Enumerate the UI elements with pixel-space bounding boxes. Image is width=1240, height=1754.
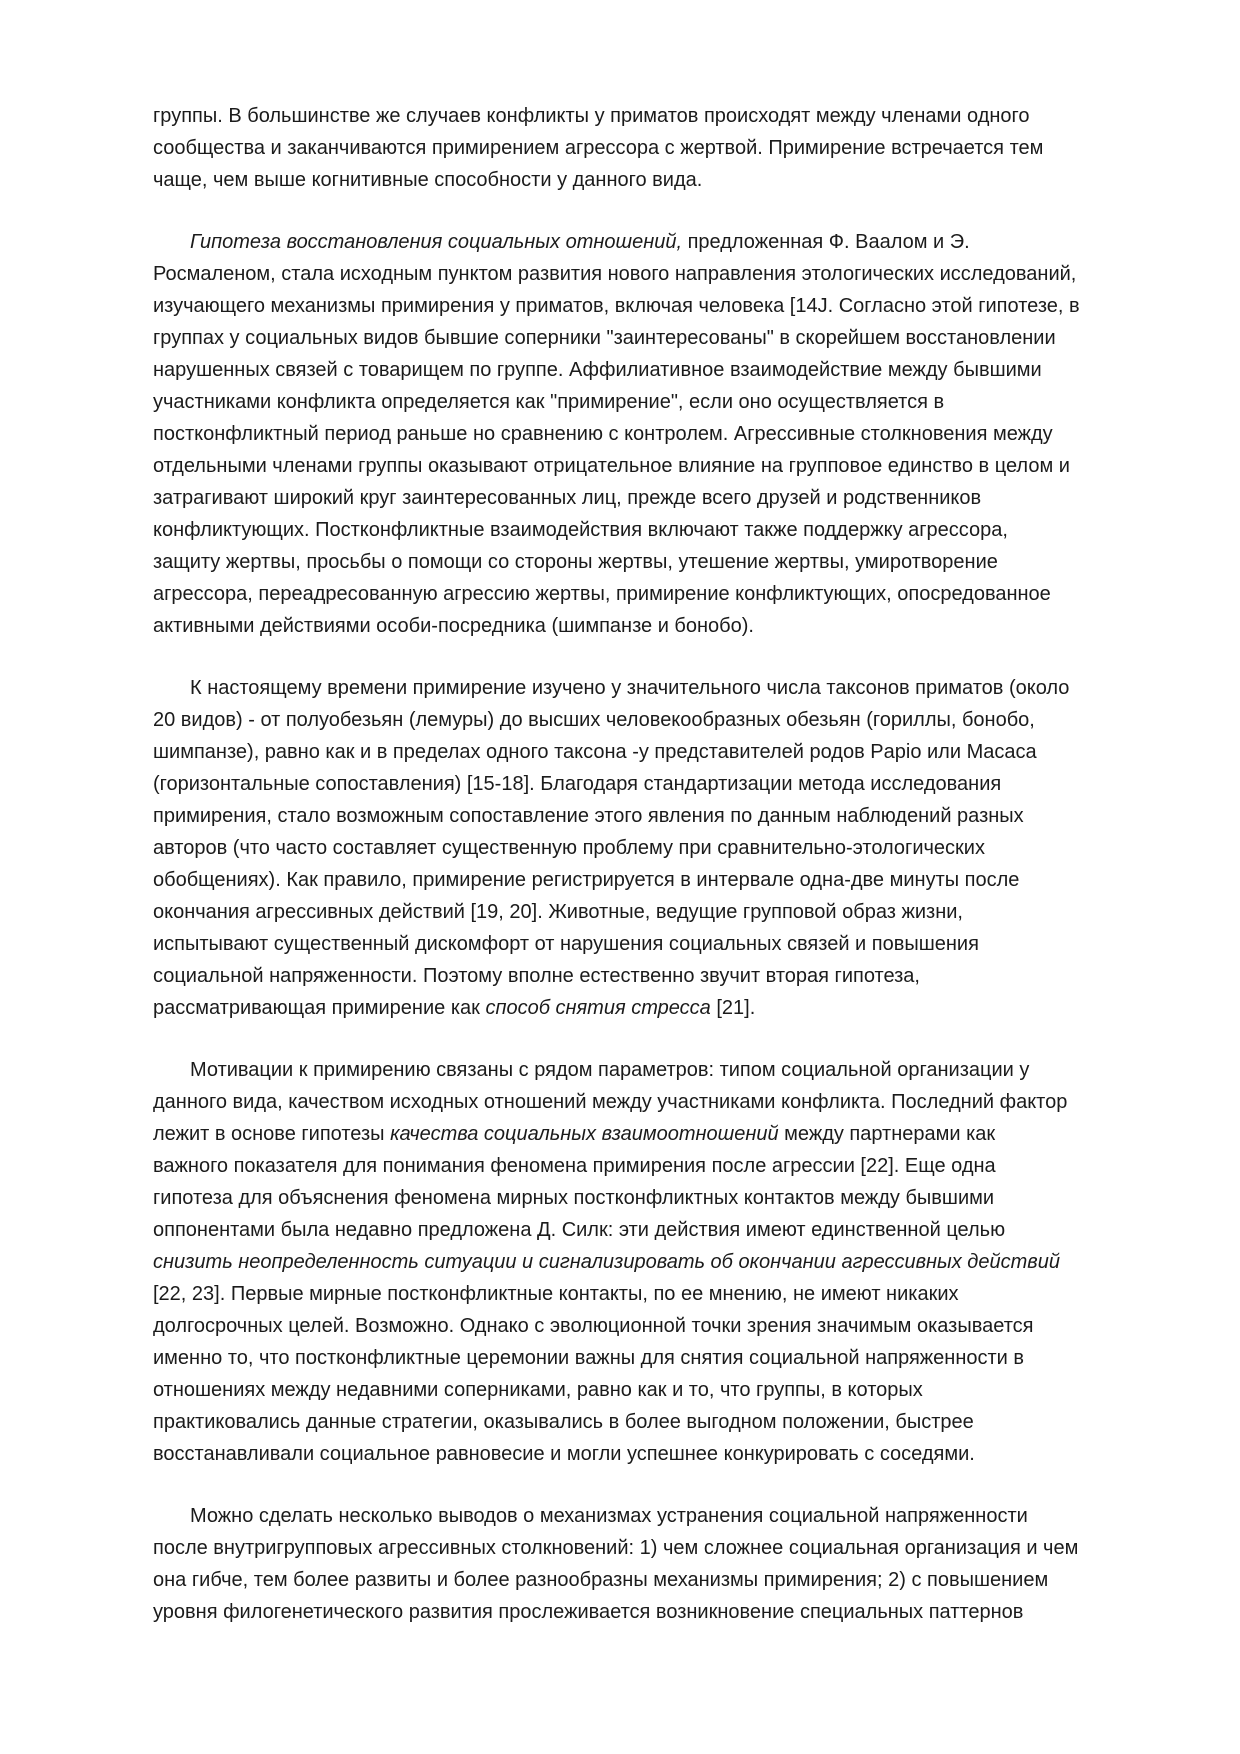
text-run: отдельными членами группы оказывают отрицательное влияние на групповое единство в целом и <box>153 455 1070 477</box>
text-run: Мотивации к примирению связаны с рядом параметров: типом социальной организации у <box>190 1059 1030 1081</box>
text-line <box>153 1278 1093 1310</box>
text-line <box>153 546 1093 578</box>
text-line <box>153 1310 1093 1342</box>
italic-text-run: снизить неопределенность ситуации и сигнализировать об окончании агрессивных действий <box>153 1251 1060 1273</box>
text-line <box>153 928 1093 960</box>
text-run: изучающего механизмы примирения у приматов, включая человека [14J. Согласно этой гипотезе, в <box>153 295 1080 317</box>
text-run: Росмаленом, стала исходным пунктом развития нового направления этологических исследований, <box>153 263 1077 285</box>
text-run: отношениях между недавними соперниками, равно как и то, что группы, в которых <box>153 1379 923 1401</box>
italic-text-run: качества социальных взаимоотношений <box>390 1123 779 1145</box>
text-line <box>153 1246 1093 1278</box>
text-run: защиту жертвы, просьбы о помощи со стороны жертвы, утешение жертвы, умиротворение <box>153 551 998 573</box>
text-line <box>153 736 1093 768</box>
text-run: авторов (что часто составляет существенную проблему при сравнительно-этологических <box>153 837 985 859</box>
text-run: участниками конфликта определяется как "примирение", если оно осуществляется в <box>153 391 945 413</box>
text-run: она гибче, тем более развиты и более разнообразны механизмы примирения; 2) с повышением <box>153 1569 1049 1591</box>
paragraph <box>153 1054 1093 1470</box>
paragraph <box>153 672 1093 1024</box>
text-line <box>153 1564 1093 1596</box>
text-line <box>153 164 1093 196</box>
text-line <box>153 1374 1093 1406</box>
text-run: оппонентами была недавно предложена Д. Силк: эти действия имеют единственной целью <box>153 1219 1006 1241</box>
text-line <box>153 322 1093 354</box>
text-line <box>153 1438 1093 1470</box>
text-line <box>153 514 1093 546</box>
text-line <box>153 832 1093 864</box>
text-run: окончания агрессивных действий [19, 20]. Животные, ведущие групповой образ жизни, <box>153 901 963 923</box>
text-line <box>153 386 1093 418</box>
text-line <box>153 1086 1093 1118</box>
text-line <box>153 450 1093 482</box>
text-run: примирения, стало возможным сопоставление этого явления по данным наблюдений разных <box>153 805 1024 827</box>
text-line <box>153 100 1093 132</box>
text-run: агрессора, переадресованную агрессию жертвы, примирение конфликтующих, опосредованное <box>153 583 1051 605</box>
text-run: обобщениях). Как правило, примирение регистрируется в интервале одна-две минуты после <box>153 869 1020 891</box>
text-line <box>153 800 1093 832</box>
text-line <box>153 1054 1093 1086</box>
text-run: К настоящему времени примирение изучено у значительного числа таксонов приматов (около <box>190 677 1070 699</box>
text-run: чаще, чем выше когнитивные способности у данного вида. <box>153 169 703 191</box>
text-run: (горизонтальные сопоставления) [15-18]. Благодаря стандартизации метода исследования <box>153 773 1002 795</box>
text-line <box>153 1118 1093 1150</box>
text-run: [22, 23]. Первые мирные постконфликтные контакты, по ее мнению, не имеют никаких <box>153 1283 959 1305</box>
text-run: практиковались данные стратегии, оказывались в более выгодном положении, быстрее <box>153 1411 974 1433</box>
text-line <box>153 1596 1093 1628</box>
text-run: между партнерами как <box>778 1123 996 1145</box>
text-line <box>153 418 1093 450</box>
paragraph <box>153 1500 1093 1628</box>
text-run: гипотеза для объяснения феномена мирных постконфликтных контактов между бывшими <box>153 1187 995 1209</box>
text-line <box>153 578 1093 610</box>
text-line <box>153 768 1093 800</box>
text-run: [21]. <box>710 997 756 1019</box>
text-line <box>153 354 1093 386</box>
text-run: активными действиями особи-посредника (шимпанзе и бонобо). <box>153 615 754 637</box>
text-line <box>153 482 1093 514</box>
text-run: нарушенных связей с товарищем по группе. Аффилиативное взаимодействие между бывшими <box>153 359 1042 381</box>
text-line <box>153 896 1093 928</box>
text-run: сообщества и заканчиваются примирением агрессора с жертвой. Примирение встречается тем <box>153 137 1044 159</box>
text-run: уровня филогенетического развития прослеживается возникновение специальных паттернов <box>153 1601 1024 1623</box>
text-line <box>153 1500 1093 1532</box>
text-line <box>153 704 1093 736</box>
text-line <box>153 290 1093 322</box>
text-run: постконфликтный период раньше но сравнению с контролем. Агрессивные столкновения между <box>153 423 1053 445</box>
text-run: социальной напряженности. Поэтому вполне естественно звучит вторая гипотеза, <box>153 965 920 987</box>
paragraph <box>153 100 1093 196</box>
text-run: данного вида, качеством исходных отношений между участниками конфликта. Последний фактор <box>153 1091 1068 1113</box>
text-line <box>153 132 1093 164</box>
text-run: затрагивают широкий круг заинтересованных лиц, прежде всего друзей и родственников <box>153 487 982 509</box>
text-run: рассматривающая примирение как <box>153 997 486 1019</box>
text-run: конфликтующих. Постконфликтные взаимодействия включают также поддержку агрессора, <box>153 519 1008 541</box>
italic-text-run: Гипотеза восстановления социальных отношений, <box>190 231 683 253</box>
text-line <box>153 610 1093 642</box>
text-run: восстанавливали социальное равновесие и могли успешнее конкурировать с соседями. <box>153 1443 975 1465</box>
text-run: испытывают существенный дискомфорт от нарушения социальных связей и повышения <box>153 933 979 955</box>
text-run: группах у социальных видов бывшие соперники "заинтересованы" в скорейшем восстановлении <box>153 327 1056 349</box>
text-run: важного показателя для понимания феномена примирения после агрессии [22]. Еще одна <box>153 1155 996 1177</box>
document-body <box>153 100 1093 1658</box>
text-line <box>153 1406 1093 1438</box>
text-run: предложенная Ф. Ваалом и Э. <box>682 231 970 253</box>
text-run: именно то, что постконфликтные церемонии важны для снятия социальной напряженности в <box>153 1347 1025 1369</box>
text-line <box>153 672 1093 704</box>
text-run: долгосрочных целей. Возможно. Однако с эволюционной точки зрения значимым оказывается <box>153 1315 1034 1337</box>
text-line <box>153 1182 1093 1214</box>
italic-text-run: способ снятия стресса <box>485 997 711 1019</box>
text-run: 20 видов) - от полуобезьян (лемуры) до высших человекообразных обезьян (гориллы, бонобо, <box>153 709 1035 731</box>
text-line <box>153 1342 1093 1374</box>
text-run: группы. В большинстве же случаев конфликты у приматов происходят между членами одного <box>153 105 1030 127</box>
text-line <box>153 258 1093 290</box>
text-line <box>153 992 1093 1024</box>
text-run: после внутригрупповых агрессивных столкновений: 1) чем сложнее социальная организация и чем <box>153 1537 1079 1559</box>
text-line <box>153 226 1093 258</box>
text-run: лежит в основе гипотезы <box>153 1123 391 1145</box>
paragraph <box>153 226 1093 642</box>
text-run: Можно сделать несколько выводов о механизмах устранения социальной напряженности <box>190 1505 1028 1527</box>
text-line <box>153 960 1093 992</box>
text-line <box>153 1214 1093 1246</box>
text-line <box>153 1532 1093 1564</box>
text-line <box>153 1150 1093 1182</box>
text-run: шимпанзе), равно как и в пределах одного таксона -у представителей родов Papio или Macaca <box>153 741 1037 763</box>
text-line <box>153 864 1093 896</box>
